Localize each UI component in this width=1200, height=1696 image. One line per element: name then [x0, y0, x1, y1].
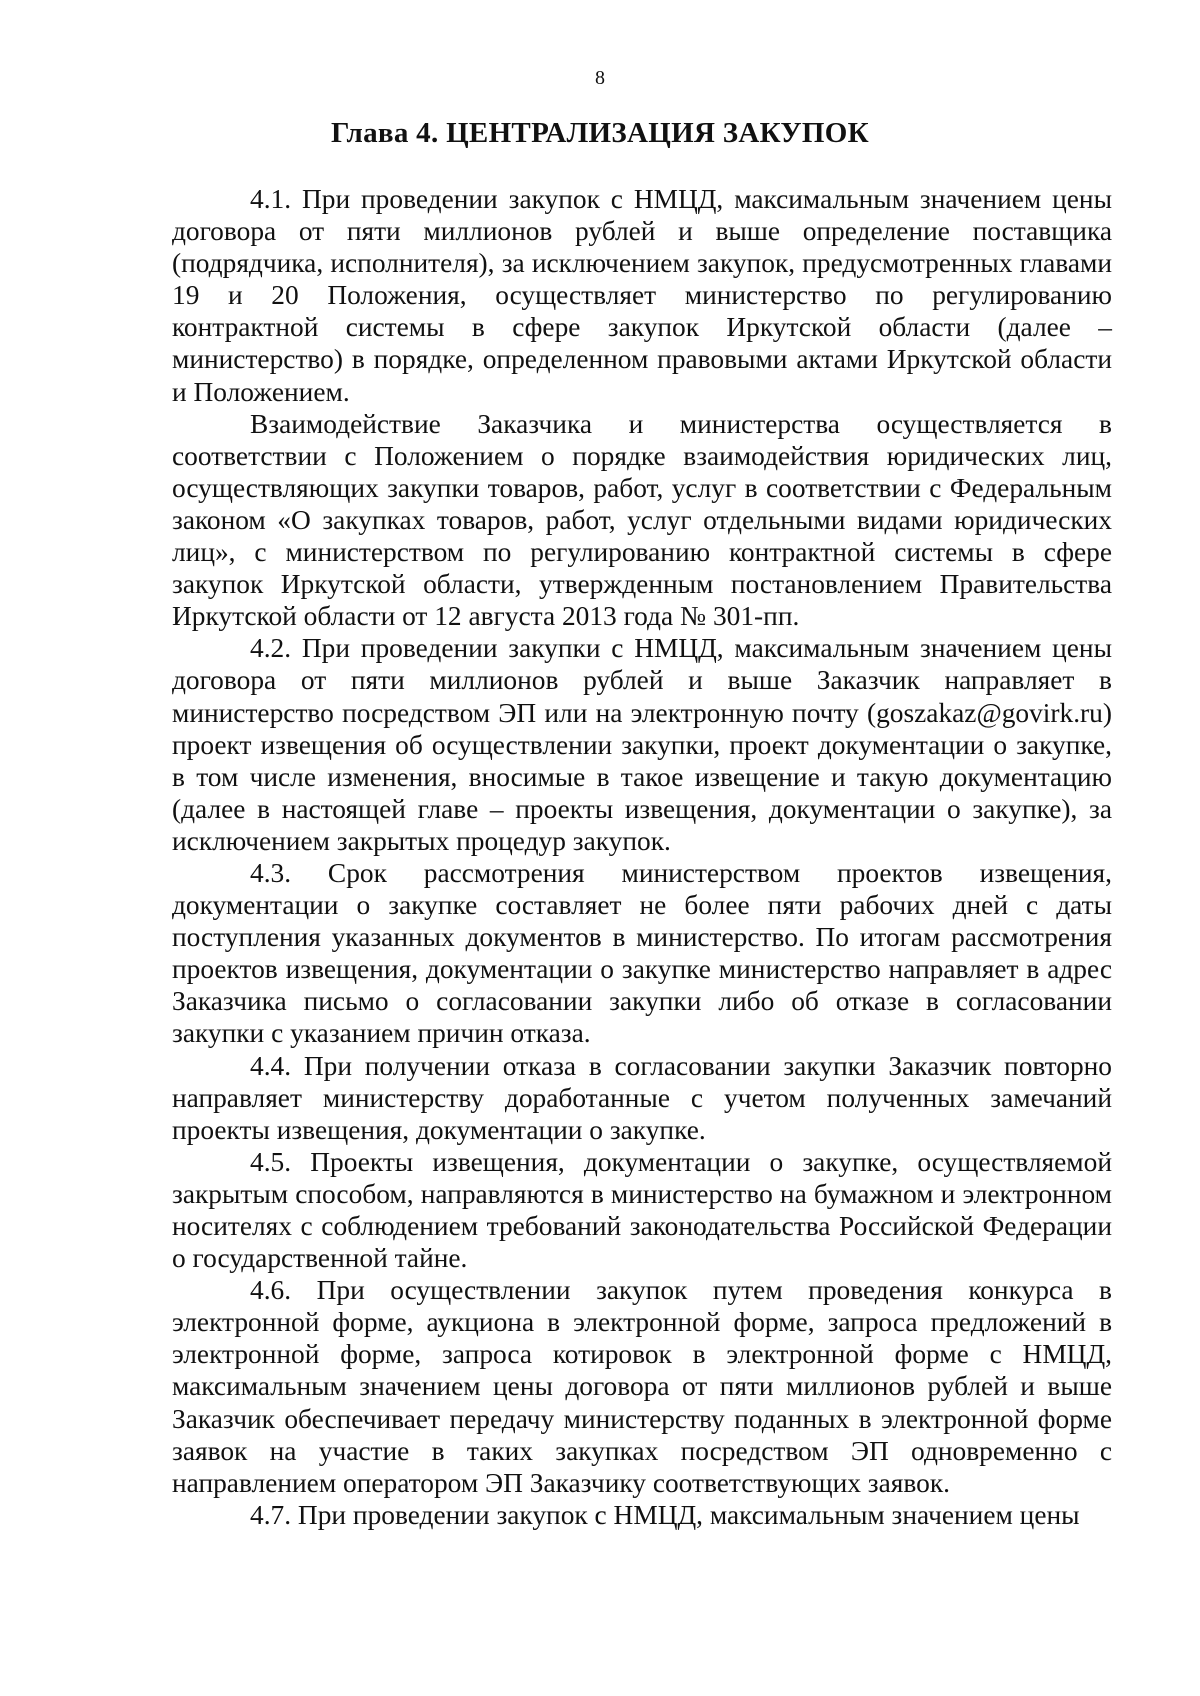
paragraph-4-5: 4.5. Проекты извещения, документации о закупке, осуществляемой закрытым способом, направляются в министерство на бумажном и электронном носителях с соблюдением требований законодательства Российской Федерации о государственной тайне.: [172, 1146, 1112, 1274]
paragraph-4-6: 4.6. При осуществлении закупок путем проведения конкурса в электронной форме, аукциона в электронной форме, запроса предложений в электронной форме, запроса котировок в электронной форме с НМЦД, максимальным значением цены договора от пяти миллионов рублей и выше Заказчик обеспечивает передачу министерству поданных в электронной форме заявок на участие в таких закупках посредством ЭП одновременно с направлением оператором ЭП Заказчику соответствующих заявок.: [172, 1275, 1112, 1498]
body-text: [172, 183, 1112, 1531]
chapter-title: Глава 4. ЦЕНТРАЛИЗАЦИЯ ЗАКУПОК: [331, 117, 869, 149]
page-number: 8: [595, 67, 605, 89]
paragraph-4-3: 4.3. Срок рассмотрения министерством проектов извещения, документации о закупке составляет не более пяти рабочих дней с даты поступления указанных документов в министерство. По итогам рассмотрения проектов извещения, документации о закупке министерство направляет в адрес Заказчика письмо о согласовании закупки либо об отказе в согласовании закупки с указанием причин отказа.: [172, 857, 1112, 1049]
paragraph-4-1: 4.1. При проведении закупок с НМЦД, максимальным значением цены договора от пяти миллионов рублей и выше определение поставщика (подрядчика, исполнителя), за исключением закупок, предусмотренных главами 19 и 20 Положения, осуществляет министерство по регулированию контрактной системы в сфере закупок Иркутской области (далее – министерство) в порядке, определенном правовыми актами Иркутской области и Положением.: [172, 184, 1112, 407]
paragraph-4-4: 4.4. При получении отказа в согласовании закупки Заказчик повторно направляет министерству доработанные с учетом полученных замечаний проекты извещения, документации о закупке.: [172, 1050, 1112, 1145]
paragraph-interaction: Взаимодействие Заказчика и министерства осуществляется в соответствии с Положением о порядке взаимодействия юридических лиц, осуществляющих закупки товаров, работ, услуг в соответствии с Федеральным законом «О закупках товаров, работ, услуг отдельными видами юридических лиц», с министерством по регулированию контрактной системы в сфере закупок Иркутской области, утвержденным постановлением Правительства Иркутской области от 12 августа 2013 года № 301-пп.: [172, 408, 1112, 632]
paragraph-4-2: 4.2. При проведении закупки с НМЦД, максимальным значением цены договора от пяти миллионов рублей и выше Заказчик направляет в министерство посредством ЭП или на электронную почту (goszakaz@govirk.ru) проект извещения об осуществлении закупки, проект документации о закупке, в том числе изменения, вносимые в такое извещение и такую документацию (далее в настоящей главе – проекты извещения, документации о закупке), за исключением закрытых процедур закупок.: [172, 633, 1112, 856]
paragraph-4-7: 4.7. При проведении закупок с НМЦД, максимальным значением цены: [250, 1499, 1080, 1530]
